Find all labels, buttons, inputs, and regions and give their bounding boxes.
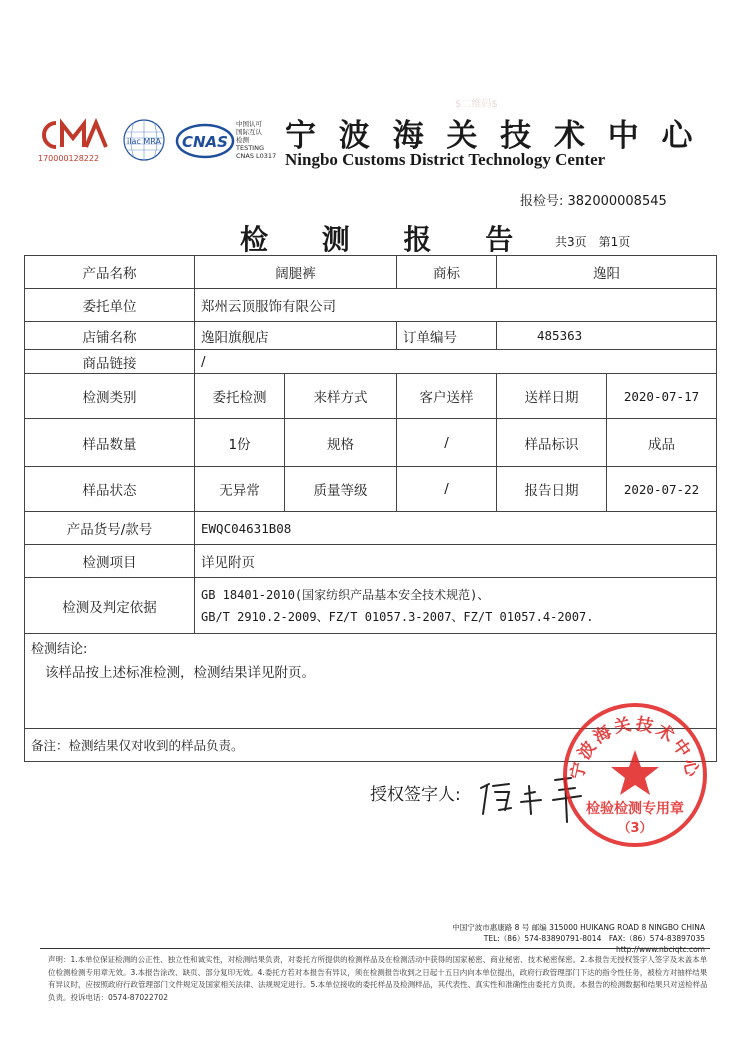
table-row [25, 545, 717, 578]
send-date-label: 送样日期 [497, 374, 607, 419]
center-name-cn: 宁 波 海 关 技 术 中 心 [285, 118, 699, 154]
order-value: 485363 [497, 322, 717, 350]
cnas-line: 中国认可 [236, 120, 262, 128]
cnas-line: 检测 [236, 136, 249, 144]
cma-logo [40, 118, 110, 152]
ilac-mra-logo [120, 118, 168, 162]
send-date-value: 2020-07-17 [607, 374, 717, 419]
basis-label: 检测及判定依据 [25, 578, 195, 634]
footer-divider [40, 948, 710, 949]
cnas-line: CNAS L0317 [236, 152, 277, 160]
client-label: 委托单位 [25, 289, 195, 322]
report-table [24, 255, 717, 762]
state-value: 无异常 [195, 467, 285, 512]
quantity-label: 样品数量 [25, 419, 195, 467]
sample-mark-label: 样品标识 [497, 419, 607, 467]
report-number: 报检号: 382000008545 [520, 194, 667, 209]
faint-watermark-text: $二维码$ [455, 99, 498, 110]
ilac-label: ilac MRA [127, 137, 161, 146]
footer-address [440, 922, 705, 955]
cnas-logo [175, 120, 235, 162]
cnas-line: TESTING [236, 144, 264, 152]
test-type-value: 委托检测 [195, 374, 285, 419]
conclusion-text: 该样品按上述标准检测，检测结果详见附页。 [45, 665, 315, 681]
order-label: 订单编号 [397, 322, 497, 350]
seal-center-text: 检验检测专用章 [586, 801, 684, 817]
disclaimer: 声明：1.本单位保证检测的公正性、独立性和诚实性，对检测结果负责，对委托方所提供的检测样品及在检测活动中获得的国家秘密、商业秘密、技术秘密保密。2.本报告无授权签字人签字及未盖本单位检测检测专用章无效。3.本报告涂改、缺页、部分复印无效。4.委托方若对本报告有异议，须在检测报告收到之日起十五日内向本单位提出，政府行政管理部门下达的指令性任务，被检方对抽样结果有异议时，应按照政府行政管理部门文件规定及国家相关法律、法规规定进行。5.本单位接收的委托样品及检测样品，其代表性、真实性和准确性由委托方负责。本报告的检测数据和结果只对送检样品负责。投诉电话：0574-87022702 [48, 955, 708, 1002]
sample-mark-value: 成品 [607, 419, 717, 467]
test-type-label: 检测类别 [25, 374, 195, 419]
star-icon [611, 750, 659, 795]
state-label: 样品状态 [25, 467, 195, 512]
seal-ring-text: 宁波海关技术中心 [567, 714, 703, 782]
basis-line: GB 18401-2010(国家纺织产品基本安全技术规范)、 [201, 587, 490, 602]
cnas-label: CNAS [182, 133, 228, 151]
link-label: 商品链接 [25, 350, 195, 374]
item-no-label: 产品货号/款号 [25, 512, 195, 545]
brand-value: 逸阳 [497, 256, 717, 289]
report-date-label: 报告日期 [497, 467, 607, 512]
spec-value: / [397, 419, 497, 467]
table-row [25, 374, 717, 419]
conclusion-label: 检测结论: [31, 642, 88, 657]
table-row [25, 256, 717, 289]
table-row [25, 289, 717, 322]
sampling-label: 来样方式 [285, 374, 397, 419]
table-row [25, 419, 717, 467]
cma-number: 170000128222 [38, 154, 100, 163]
brand-label: 商标 [397, 256, 497, 289]
table-row [25, 467, 717, 512]
client-value: 郑州云顶服饰有限公司 [195, 289, 717, 322]
report-date-value: 2020-07-22 [607, 467, 717, 512]
item-no-value: EWQC04631B08 [195, 512, 717, 545]
sampling-value: 客户送样 [397, 374, 497, 419]
report-title: 检 测 报 告 [240, 223, 536, 256]
spec-label: 规格 [285, 419, 397, 467]
table-row [25, 350, 717, 374]
store-label: 店铺名称 [25, 322, 195, 350]
table-row [25, 322, 717, 350]
basis-value [195, 578, 717, 634]
table-row [25, 578, 717, 634]
grade-value: / [397, 467, 497, 512]
signer-label: 授权签字人: [370, 785, 461, 805]
product-name-value: 阔腿裤 [195, 256, 397, 289]
contact-line: TEL:（86）574-83890791-8014 FAX:（86）574-83897035 http://www.nbciqtc.com [483, 934, 705, 954]
items-label: 检测项目 [25, 545, 195, 578]
center-name-en: Ningbo Customs District Technology Center [285, 150, 606, 169]
store-value: 逸阳旗舰店 [195, 322, 397, 350]
table-row [25, 512, 717, 545]
remark: 备注：检测结果仅对收到的样品负责。 [25, 729, 717, 762]
seal-number: （3） [617, 821, 653, 836]
grade-label: 质量等级 [285, 467, 397, 512]
link-value: / [195, 350, 717, 374]
cnas-text [236, 120, 276, 160]
product-name-label: 产品名称 [25, 256, 195, 289]
address-line: 中国宁波市惠康路 8 号 邮编 315000 HUIKANG ROAD 8 NINGBO CHINA [452, 923, 705, 932]
official-seal [560, 700, 710, 850]
page-count: 共3页 第1页 [555, 235, 631, 249]
items-value: 详见附页 [195, 545, 717, 578]
cnas-line: 国际互认 [236, 128, 262, 136]
basis-line: GB/T 2910.2-2009、FZ/T 01057.3-2007、FZ/T 01057.4-2007. [201, 609, 594, 624]
quantity-value: 1份 [195, 419, 285, 467]
